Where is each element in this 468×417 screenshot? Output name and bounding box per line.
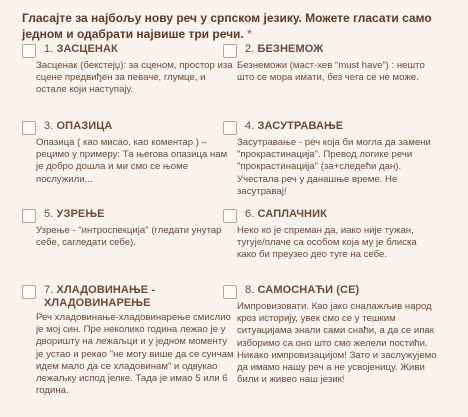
checkbox[interactable] — [223, 209, 237, 223]
question-text: Гласајте за најбољу нову реч у српском језику. Можете гласати само једном и одабрати највише три речи. * — [22, 11, 432, 41]
option-6[interactable] — [223, 208, 438, 262]
option-title: 1. ЗАСЦЕНАК — [44, 43, 118, 55]
checkbox[interactable] — [22, 209, 36, 223]
option-7[interactable] — [22, 284, 237, 397]
checkbox[interactable] — [223, 285, 237, 299]
checkbox[interactable] — [223, 121, 237, 135]
required-mark: * — [247, 27, 252, 41]
option-3[interactable] — [22, 120, 237, 186]
option-title: 4. ЗАСУТРАВАЊЕ — [245, 120, 344, 132]
option-title: 7. ХЛАДОВИНАЊЕ - ХЛАДОВИНАРЕЊЕ — [44, 284, 156, 309]
option-description: Неко ко је спреман да, иако није тужан, тугује/плаче са особом која му је блиска како би преузео део туге на себе. — [237, 225, 417, 261]
option-title: 3. ОПАЗИЦА — [44, 120, 113, 132]
option-8[interactable] — [223, 284, 438, 386]
option-description: Импровизовати. Као јако сналажљив народ кроз историју, увек смо се у тешким ситуацијама знали сами снаћи, а да се ипак изборимо са оно што смо желели постићи. Никако импровизацијом! Зато и заслужујемо да имамо нашу реч а не усвојеницу. Живи били и живео наш језик! — [237, 301, 437, 386]
option-description: Засценак (бекстејџ): за сценом, простор иза сцене предвиђен за певаче, глумце, и остале који наступају. — [36, 60, 233, 96]
option-description: Безнеможи (маст-хев “must have”) : нешто што се мора имати, без чега се не може. — [237, 60, 425, 84]
checkbox[interactable] — [22, 285, 36, 299]
option-title: 2. БЕЗНЕМОЖ — [245, 43, 324, 55]
option-description: Реч хладовинање-хладовинарење смислио је мој син. Пре неколико година лежао је у дворишту на лежаљци и у једном моменту је устао и рекао "не могу више да се сунчам идем мало да се хладовинам" и одвукао лежаљку испод јелке. Тада је имао 5 или 6 година. — [36, 312, 234, 397]
option-1[interactable] — [22, 43, 237, 97]
option-2[interactable] — [223, 43, 438, 84]
option-description: Узрење - "интроспекција" (гледати унутар себе, сагледати себе). — [36, 225, 222, 249]
option-description: Опазица ( као мисао, као коментар ) – рецимо у примеру: Та његова опазица нам је добро дошла и ми смо се њоме послужили... — [36, 137, 228, 185]
option-title: 5. УЗРЕЊЕ — [44, 208, 105, 220]
option-4[interactable] — [223, 120, 438, 198]
option-5[interactable] — [22, 208, 237, 249]
checkbox[interactable] — [22, 44, 36, 58]
checkbox[interactable] — [223, 44, 237, 58]
checkbox[interactable] — [22, 121, 36, 135]
option-description: Засутравање - реч која би могла да замени "прокрастинација". Превод логике речи "прокрастинација" (за+следећи дан). Учестала реч у данашње време. Не засутравај! — [237, 137, 431, 197]
option-title: 6. САПЛАЧНИК — [245, 208, 327, 220]
option-title: 8. САМОСНАЋИ (СЕ) — [245, 284, 360, 296]
